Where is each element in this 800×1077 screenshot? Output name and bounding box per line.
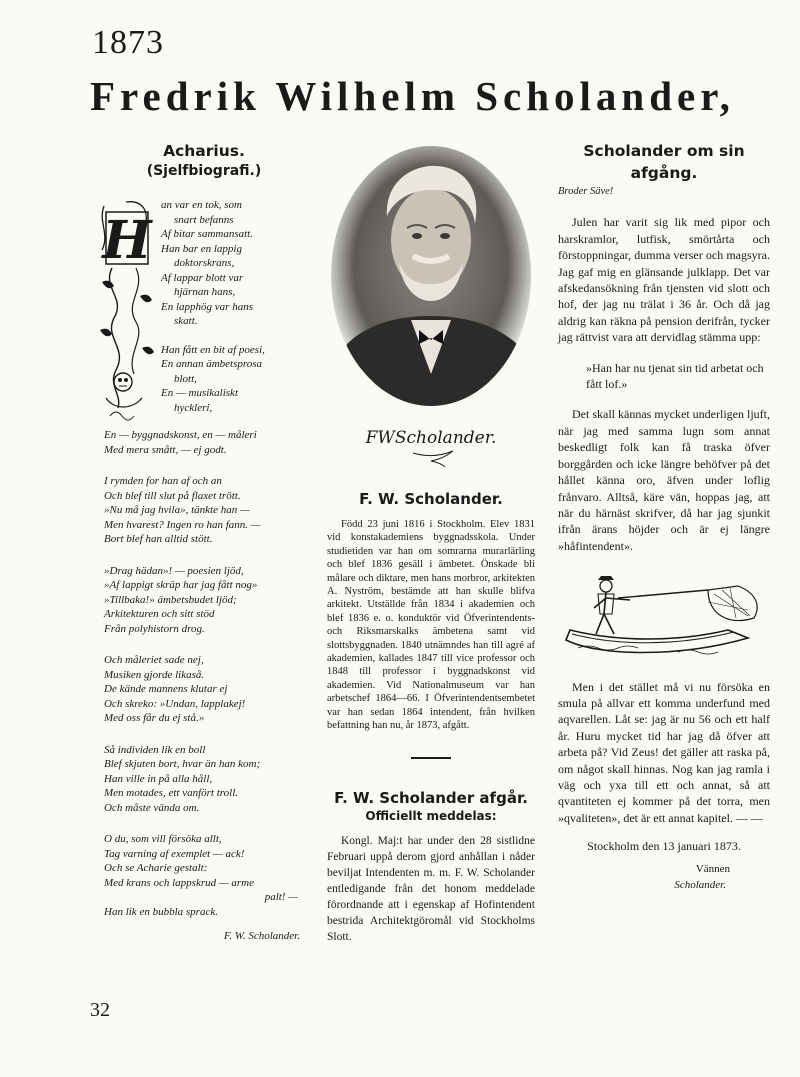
letter-title-line-2: afgång. [630,164,698,182]
poem-line: Men motades, ett vanfört troll. [104,787,239,799]
poem-line: »Af lappigt skräp har jag fått nog» [104,579,258,591]
letter-date: Stockholm den 13 januari 1873. [587,839,741,854]
letter-body [558,184,770,893]
letter-signature: Scholander. [674,879,726,891]
poem-stanza-6 [104,743,304,816]
poem-line: hyckleri, [174,401,213,414]
ornate-dropcap-icon [96,198,158,430]
poem-line: Så individen lik en boll [104,743,206,756]
letter-column [558,140,770,893]
poem-line: »Nu må jag hvila», tänkte han — [104,504,250,516]
fisherman-sketch-image [558,568,770,660]
poem-line: skatt. [174,315,198,327]
poem-line: Tag varning af exemplet — ack! [104,847,245,860]
poem-line: Men hvarest? Ingen ro han fann. — [104,518,261,531]
poem-line: an var en tok, som [161,199,242,211]
poem-line: Med oss får du ej stå.» [104,712,205,724]
letter-quote: »Han har nu tjenat sin tid arbetat och fått lof.» [586,360,764,392]
poem-line: Med krans och lappskrud — arme [104,876,255,889]
poem-line: hjärnan hans, [174,286,236,298]
poem-line: Och se Acharie gestalt: [104,862,208,874]
page-number: 32 [90,999,110,1021]
poem-line: O du, som vill försöka allt, [104,833,222,845]
poem-line: En lapphög var hans [161,300,253,313]
poem-line: I rymden for han af och an [104,475,222,487]
year-heading: 1873 [92,24,164,61]
poem-line: doktorskrans, [174,257,235,269]
portrait-image [327,144,535,414]
poem-stanza-4 [104,564,304,637]
poem-line: En annan ämbetsprosa [161,358,263,370]
poem-line: En — byggnadskonst, en — måleri [104,429,257,441]
letter-title-line-1: Scholander om sin [583,142,745,160]
poem-line: Med mera smått, — ej godt. [104,443,227,456]
poem-line: Och måleriet sade nej, [104,654,204,666]
poem-line: Af bitar sammansatt. [161,228,253,240]
letter-paragraph: Det skall kännas mycket underligen ljuft, när jag med samma lugn som annat beskedligt folk kan få traska öfver borggården och icke längre behöfver på det hållet känna oro, äfven under loflig frånvaro. Alltså, käre vän, hoppas jag, att när du härnäst skrifver, då har jag sjunkit ifrån ärans höjder och är ej längre »håfintendent». [558,407,770,553]
poem-subtitle: (Sjelfbiografi.) [146,163,262,179]
svg-text:H: H [102,210,152,271]
bio-text: Född 23 juni 1816 i Stockholm. Elev 1831 vid konstakademiens byggnadsskola. Under studietiden var han om somrarna murarlärling och blef 1836 gesäll i ämbetet. Önskade bli målare och diktare, men hans morbror, arkitekten A. Nyström, bestämde att han skulle blifva arkitekt. Utställde från 1834 i akademien och blef 1836 e. o. konduktör vid Öfverintendents- och Riksmarskalks ämbetena samt vid slottsbyggnaden. 1840 utnämndes han till agré af akademien, kallades 1847 till vice professor och 1848 till professor i byggnadskonst vid akademien. Vid Nationalmuseum var han arbetschef 1864—66. I Öfverintendentsembetet var han sedan 1864 intendent, från hvilken befattning han nu, år 1873, afgått. [327,519,535,732]
letter-paragraph: Men i det stället må vi nu försöka en smula på allvar ett komma underfund med aqvarellen. Låt se: jag är nu 56 och ett half år. Huru mycket tid har jag då öfver att arbeta på? Vid Zeus! det gäller att raska på, om något skall hinnas. Nog kan jag ramla i väg och yxa till ett och annat, så att qvantiteten ej kommer på det torra, men »qvaliteten», det är ett annat kapitel. — — [558,679,770,825]
page-title: Fredrik Wilhelm Scholander, [90,73,735,119]
poem-stanza-3 [104,474,304,547]
poem-line: Han lik en bubbla sprack. [104,905,218,918]
poem-line: Och blef till slut på flaxet trött. [104,489,241,502]
letter-closing: Vännen [695,862,730,875]
poem-line: Och skreko: »Undan, lapplakej! [104,697,246,710]
poem-line: De kände mannens klutar ej [104,683,228,695]
letter-paragraph: Julen har varit sig lik med pipor och harskramlor, lutfisk, smörtårta och förstoppningar, dumma verser och magsyra. Jag gaf mig en glänsande julklapp. Det var afskedansökning från tjensten vid slott och hof, der jag nu trälat i 36 år. Och då jag aldrig kan räkna på pension derifrån, tycker jag rättvist vara att dervidlag stämma upp: [558,215,770,345]
news-text: Kongl. Maj:t har under den 28 sistlidne Februari uppå derom gjord anhållan i nåder beviljat Intendenten m. m. F. W. Scholander entledigande från det honom meddelade förordnande att i egenskap af Hofintendent bestrida Architektgöromål vid Stockholms Slott. [327,834,535,943]
section-divider [411,757,451,759]
poem-line: blott, [174,372,197,385]
poem-line: Han fått en bit af poesi, [161,343,265,356]
poem-line: »Tillbaka!» ämbetsbudet ljöd; [104,593,237,606]
poem-line: Arkitekturen och sitt stöd [104,608,215,620]
poem-line: Af lappar blott var [161,271,244,284]
poem-line: Och måste vända om. [104,801,200,814]
poem-body [104,428,304,919]
letter-salutation: Broder Säve! [558,186,614,197]
poem-title: Acharius. [163,142,245,160]
poem-column [104,140,304,942]
poem-line: »Drag hädan»! — poesien ljöd, [104,564,244,577]
poem-line: Bort blef han alltid stött. [104,533,213,545]
poem-line: Han bar en lappig [161,242,242,255]
svg-text:FWScholander.: FWScholander. [365,428,497,448]
news-heading: F. W. Scholander afgår. [334,788,528,807]
poem-line: Han ville in på alla håll, [104,772,213,785]
portrait-column [327,140,535,945]
poem-line: Musiken gjorde likaså. [104,668,205,681]
poem-opening [104,198,304,436]
news-subheading: Officiellt meddelas: [365,808,497,823]
poem-line: En — musikaliskt [161,387,238,399]
bio-heading: F. W. Scholander. [359,490,503,508]
poem-line: Från polyhistorn drog. [104,622,205,635]
poem-line: Blef skjuten bort, hvar än han kom; [104,758,261,770]
poem-stanza-1 [161,198,265,415]
poem-signature: F. W. Scholander. [223,930,300,942]
poem-line: snart befanns [174,213,234,226]
poem-stanza-7 [104,832,304,919]
poem-line: palt! — [264,891,298,903]
signature-image [327,419,535,467]
poem-stanza-5 [104,653,304,726]
